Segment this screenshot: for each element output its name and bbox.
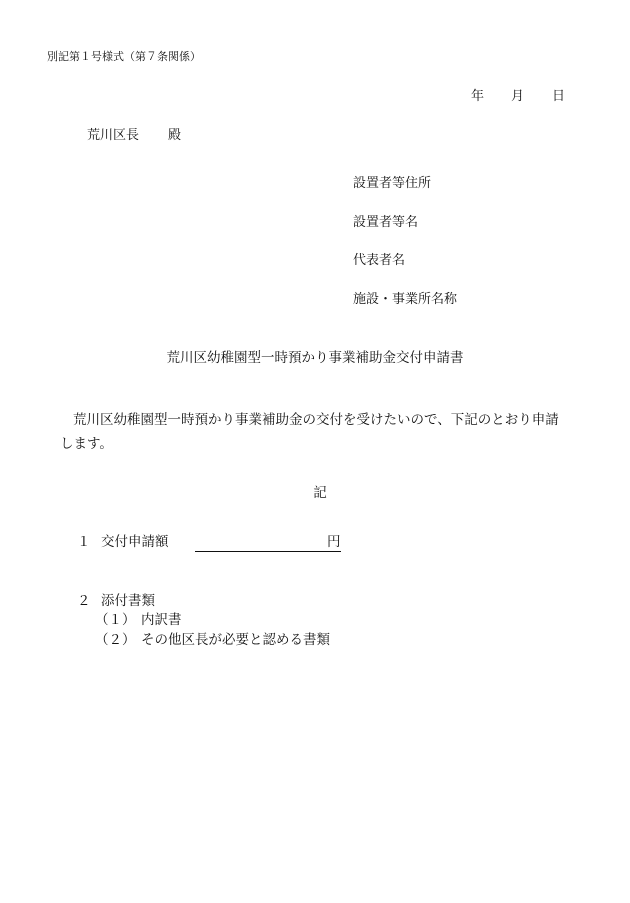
body-line-2: します。 xyxy=(60,436,113,452)
representative-name-label: 代表者名 xyxy=(353,253,406,268)
applicant-name-label: 設置者等名 xyxy=(353,215,419,230)
attachment-2-number: （２） xyxy=(95,632,136,648)
amount-blank-line xyxy=(195,536,341,552)
form-reference: 別記第１号様式（第７条関係） xyxy=(47,50,201,63)
attachment-1-label: 内訳書 xyxy=(141,612,182,628)
addressee-honorific: 殿 xyxy=(168,128,182,143)
document-title: 荒川区幼稚園型一時預かり事業補助金交付申請書 xyxy=(166,350,464,366)
item-1-label: 交付申請額 xyxy=(101,534,169,550)
date-month-label: 月 xyxy=(511,89,525,104)
item-2-label: 添付書類 xyxy=(101,593,155,609)
body-paragraph xyxy=(60,408,570,456)
addressee-name: 荒川区長 xyxy=(87,128,140,143)
attachment-1-number: （１） xyxy=(95,612,136,628)
date-year-label: 年 xyxy=(471,89,485,104)
item-2-number: ２ xyxy=(77,593,91,609)
yen-unit: 円 xyxy=(327,534,341,550)
body-line-1: 荒川区幼稚園型一時預かり事業補助金の交付を受けたいので、下記のとおり申請 xyxy=(73,412,559,428)
ki-heading: 記 xyxy=(313,485,327,501)
facility-name-label: 施設・事業所名称 xyxy=(353,292,458,307)
applicant-address-label: 設置者等住所 xyxy=(353,176,432,191)
date-day-label: 日 xyxy=(552,89,566,104)
item-1-number: １ xyxy=(77,534,91,550)
attachment-2-label: その他区長が必要と認める書類 xyxy=(141,632,330,648)
